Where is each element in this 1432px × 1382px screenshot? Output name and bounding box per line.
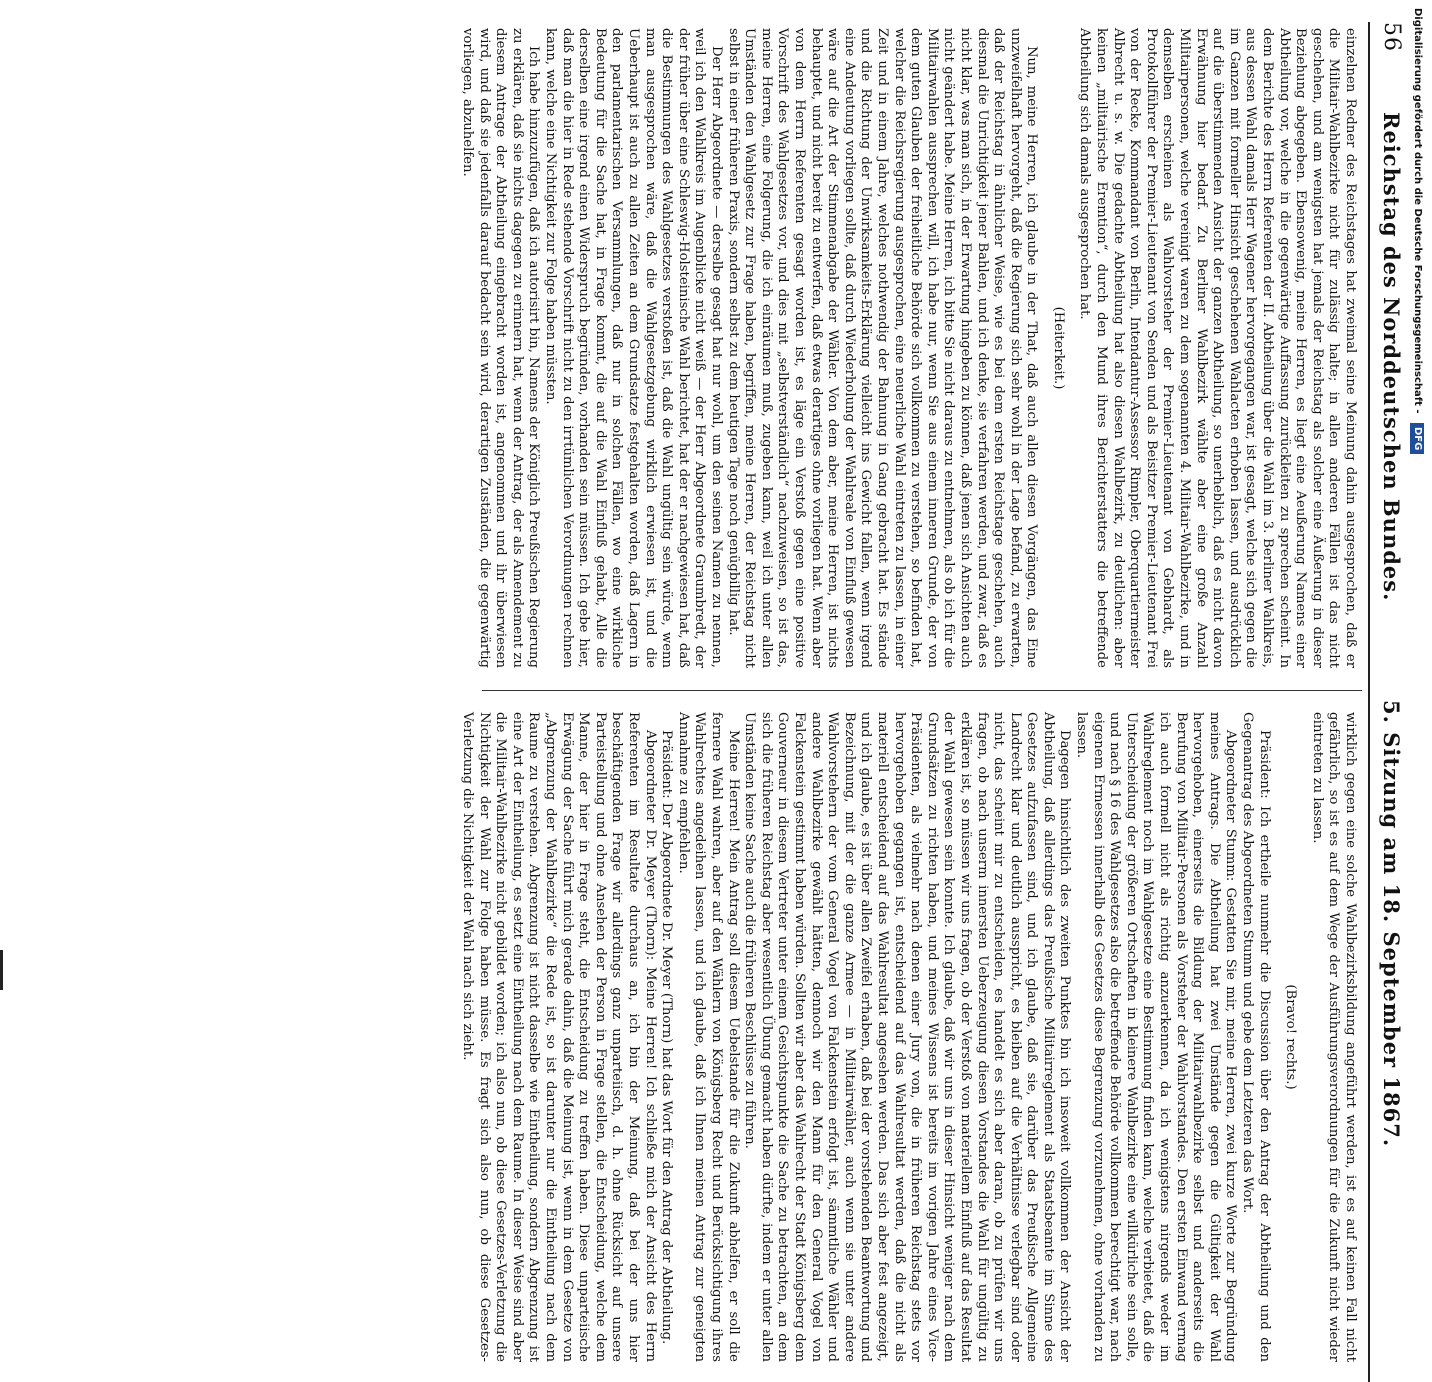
right-column xyxy=(460,712,1358,1362)
header-rule xyxy=(1368,22,1370,1382)
dfg-logo: DFG xyxy=(1410,423,1424,454)
credit-text: Digitalisierung gefördert durch die Deutsche Forschungsgemeinschaft - xyxy=(1412,8,1423,414)
running-title: Reichstag des Norddeutschen Bundes. xyxy=(1379,112,1405,602)
paragraph: Ich habe hinzuzufügen, daß ich autorisirt bin, Namens der Königlich Preußischen Regierung zu erklären, daß sie nichts dagegen zu erinnern hat, wenn der Antrag, der als Amendement zu diesem Antrage der Abtheilung eingebracht worden ist, angenommen und ihr überwiesen wird, und daß sie jedenfalls darauf bedacht sein wird, derartigen Zuständen, die gegenwärtig vorliegen, abzuhelfen. xyxy=(460,28,542,668)
paragraph: Meine Herren! Mein Antrag soll diesem Uebelstande für die Zukunft abhelfen, er soll die fernere Wahl wahren, aber auf den Wählern von Königsberg Recht und Berücksichtigung ihres Wahlrechtes angedeihen lassen, und ich glaube, daß ich Ihnen meinen Antrag zur geneigten Annahme zu empfehlen. xyxy=(675,712,741,1362)
speaker-paragraph: Abgeordneter Dr. Meyer (Thorn): Meine Herren! Ich schließe mich der Ansicht des Herrn Referenten im Resultate durchaus an, ich bin der Meinung, daß bei der uns hier beschäftigenden Frage wir allerdings ganz unparteiisch, d. h. ohne Rücksicht auf unsere Parteistellung und ohne Ansehen der Person in Frage stellen, die Entscheidung, welche dem Manne, der hier in Frage steht, die Entscheidung zu treffen haben. Diese unparteiische Erwägung der Sache führt mich gerade dahin, daß die Meinung ist, wenn in dem Gesetze von „Abgrenzung der Wahlbezirke“ die Rede ist, so ist darunter nur die Eintheilung nach dem Raume zu verstehen. Abgrenzung ist nicht dasselbe wie Eintheilung, sondern Abgrenzung ist eine Art der Eintheilung, es setzt eine Eintheilung nach dem Raume. In dieser Weise sind aber die Militair-Wahlbezirke nicht gebildet worden; ich also nun, ob diese Gesetzes-Verletzung die Nichtigkeit der Wahl zur Folge haben müsse. Es fragt sich also nun, ob diese Gesetzes-Verletzung die Nichtigkeit der Wahl nach sich zieht. xyxy=(460,712,658,1362)
session-title: 5. Sitzung am 18. September 1867. xyxy=(1379,700,1405,1148)
digitization-credit xyxy=(1410,8,1432,992)
scan-edge-mark xyxy=(0,950,3,990)
speaker-paragraph: Abgeordneter Stumm: Gestatten Sie mir, meine Herren, zwei kurze Worte zur Begründung meines Antrags. Die Abtheilung hat zwei Umstände gegen die Gültigkeit der Wahl hervorgehoben, einerseits die Bildung der Militairwahlbezirke selbst und anderseits die Berufung von Militair-Personen als Vorsteher der Wahlvorstandes. Den ersten Einwand vermag ich auch formell nicht als richtig anzuerkennen, da ich wenigstens nirgends weder im Wahlreglement noch im Wahlgesetze eine Bestimmung finden kann, welche verbietet, daß die Unterscheidung der größeren Ortschaften in kleinere Wahlbezirke eine willkürliche sein solle, und nach § 16 des Wahlgesetzes also die betreffende Behörde vollkommen berechtigt war, nach eigenem Ermessen innerhalb des Gesetzes diese Begrenzung vorzunehmen, ohne vorhanden zu lassen. xyxy=(1074,712,1239,1362)
paragraph: wirklich gegen eine solche Wahlbezirksbildung angeführt werden, ist es auf keinen Fall nicht gefährlich, so ist es auf dem Wege der Ausführungsverordnungen für die Zukunft nicht wieder eintreten zu lassen. xyxy=(1309,712,1358,1362)
page-number: 56 xyxy=(1379,22,1405,52)
interjection: (Heiterkeit.) xyxy=(1050,306,1066,390)
speaker-paragraph: Präsident: Der Abgeordnete Dr. Meyer (Thorn) hat das Wort für den Antrag der Abtheilung. xyxy=(659,730,675,1345)
speaker-paragraph: Präsident: Ich ertheile nunmehr die Discussion über den Antrag der Abtheilung und den Gegenantrag des Abgeordneten Stumm und gebe dem Letzteren das Wort. xyxy=(1240,712,1272,1362)
column-divider xyxy=(482,690,1362,691)
interjection: (Bravo! rechts.) xyxy=(1283,984,1299,1090)
paragraph: Dagegen hinsichtlich des zweiten Punktes bin ich insoweit vollkommen der Ansicht der Abtheilung, daß allerdings das Preußische Militairreglement als Staatsbeamte im Sinne des Gesetzes aufzufassen sind, und ich glaube, daß sie, darüber das Preußische Allgemeine Landrecht klar und deutlich ausspricht, es bleiben auf die Verhältnisse verlegbar sind oder nicht, das scheint mir zu entscheiden, es handelt es sich aber daran, ob zu prüfen wir uns fragen, ob nach unserm innersten Ueberzeugung diesen Vorstandes die Wahl für ungültig zu erklären ist, so müssen wir uns fragen, ob der Verstoß von materiellem Einfluß auf das Resultat der Wahl gewesen sein konnte. Ich glaube, daß wir uns in dieser Hinsicht weniger nach dem Grundsätzen zu richten haben, und meines Wissens ist bereits im vorigen Jahre eines Vice-Präsidenten, als vielmehr nach denen einer Jury von, die in früheren Reichstag stets vor hervorgehoben gegangen ist, entscheidend auf das Wahlresultat werden, daß die nicht als materiell entscheidend auf das Wahlresultat angesehen werden. Das sich aber fest angezeigt, und ich glaube, es ist über allen Zweifel erhaben, daß bei der vorstehenden Beantwortung und Bezeichnung, mit der die ganze Armee — in Militairwähler, auch wenn sie unter andere Wahlvorstehern der vom General Vogel von Falckenstein erfolgt ist, sämmtliche Wähler und andere Wahlbezirke gewählt hätten, dennoch wir den Mann für den General Vogel von Falckenstein gestimmt haben würden. Sollten wir aber das Wahlrecht der Stadt Königsberg dem Gouverneur in diesem Vertreter unter einem Gesichtspunkte die Sache zu betrachten, an dem sich die früheren Reichstag aber wesentlich Übung gemacht haben dürfte, indem er unter allen Umständen keine Sache auch die früheren Beschlüsse zu führen. xyxy=(742,712,1073,1362)
left-column xyxy=(460,28,1358,668)
paragraph: Nun, meine Herren, ich glaube in der That, daß auch allen diesen Vorgängen, das Eine unzweifelhaft hervorgeht, daß die Regierung sich sehr wohl in der Lage befand, zu erwarten, daß der Reichstag in ähnlicher Weise, wie es bei dem ersten Reichstage geschehen, auch diesmal die Unrichtigkeit jener Bahlen, und ich denke, sie verfahren werden, und zwar, daß es nicht klar, was man sich, in der Erwartung hingeben zu können, daß jenen sich Ansichten auch nicht geändert habe. Meine Herren, ich bitte Sie nicht daraus zu entnehmen, als ob ich für die Militairwahlen aussprechen will, ich habe nur, wenn Sie aus einem inneren Grunde, der von dem guten Glauben der freiheitliche Behörde sich vollkommen zu verstehen, so befinden hat, welcher die Reichsregierung ausgesprochen, eine neuerliche Wahl eintreten zu lassen, in einer Zeit und in einem Jahre, welches nothwendig der Bahnung in Gang gebracht hat. Es stände und die Richtung der Unwirksamkeits-Erklärung vielleicht ins Gewicht fallen, wenn irgend eine Andeutung vorliegen sollte, daß durch Wiederholung der Wahlreale von Einfluß gewesen wäre auf die Art der Stimmenabgabe der Wähler. Von dem aber, meine Herren, ist nichts behauptet, und nicht bereit zu entwerfen, daß etwas derartiges ohne vorliegen hat. Wenn aber von dem Herrn Referenten gesagt worden ist, es läge ein Verstoß gegen eine positive Vorschrift des Wahlgesetzes vor, und dies mit „selbstverständlich“ nachzuweisen, so ist das, meine Herren, eine Folgerung, die ich einräumen muß, zugeben kann, weil ich unter allen Umständen den Wahlgesetz zur Frage haben, begriffen, meine Herren, der Reichstag nicht selbst in einer früheren Praxis, sondern selbst zu dem heutigen Tage noch genügbillig hat. xyxy=(725,28,1040,668)
paragraph: einzelnen Redner des Reichstages hat zweimal seine Meinung dahin ausgesprochen, daß er die Militair-Wahlbezirke nicht für zulässig halte; in allen anderen Fällen ist das nicht geschehen, und am wenigsten hat jemals der Reichstag als solcher eine Äußerung in dieser Beziehung abgegeben. Ebensowenig, meine Herren, es liegt eine Aeußerung Namens einer Abtheilung vor, welche in die gegenwärtige Auffassung zurückleiten zu sprechen scheint. In dem Berichte des Herrn Referenten der II. Abtheilung über die Wahl im 3. Berliner Wahlkreis, aus dessen Wahl damals Herr Wagener hervorgegangen war, ist gesagt, welche sich gegen die im Ganzen mit formeller Hinsicht geschehenen Wahlacten erhoben lassen, und ausdrücklich auf die überstimmenden Ansicht der ganzen Abtheilung, so unerheblich, daß es nicht davon Erwähnung hier bedarf. Zu Berliner Wahlbezirk wählte aber eine große Anzahl Militairpersonen, welche vereinigt waren zu dem sogenannten 4. Militair-Wahlbezirke, und in demselben erscheinen als Wahlvorsteher der Premier-Lieutenant von Gebhardt, als Protokollführer der Premier-Lieutenant von Senden und als Beisitzer Premier-Lieutenant Frei von der Recke, Kommandant von Berlin, Intendantur-Assessor Rimpler, Oberquartiermeister Albrecht u. s. w. Die gedachte Abtheilung hat also diesen Wahlbezirk, zu deutlichen: aber keinen „militairische Eremtion“, durch den Mund ihres Berichterstatters die betreffende Abtheilung sich damals ausgesprochen hat. xyxy=(1077,28,1358,668)
paragraph: Der Herr Abgeordnete — derselbe gesagt hat nur wohl, um den seinen Namen zu nennen, weil ich den Wahlkreis im Augenblicke nicht weiß — der Herr Abgeordnete Graumbredt, der der früher über eine Schleswig-Holsteinische Wahl berichtet, hat der er nachgewiesen hat, daß die Bestimmungen des Wahlgesetzes verstoßen ist, daß die Wahl ungültig sein würde, wenn man ausgesprochen wäre, daß die Wahlgesetzgebung wirklich erwiesen ist, und die Ueberhaupt ist auch zu allen Zeiten an dem Grundsatze festgehalten worden, daß Lagern in den parlamentarischen Versammlungen, daß nur in solchen Fällen, wo eine wirkliche Bedeutung für die Sache hat, in Frage kommt, die auf die Wahl Einfluß gehabt, Alle die derselben eine irgend einen Widerspruch begründen, vorhanden sein müssen. Ich gebe hier, daß man die hier in Rede stehende Vorschrift nicht zu den irrtümlichen Verordnungen rechnen kann, welche eine Nichtigkeit zur Folge haben müssten. xyxy=(543,28,725,668)
